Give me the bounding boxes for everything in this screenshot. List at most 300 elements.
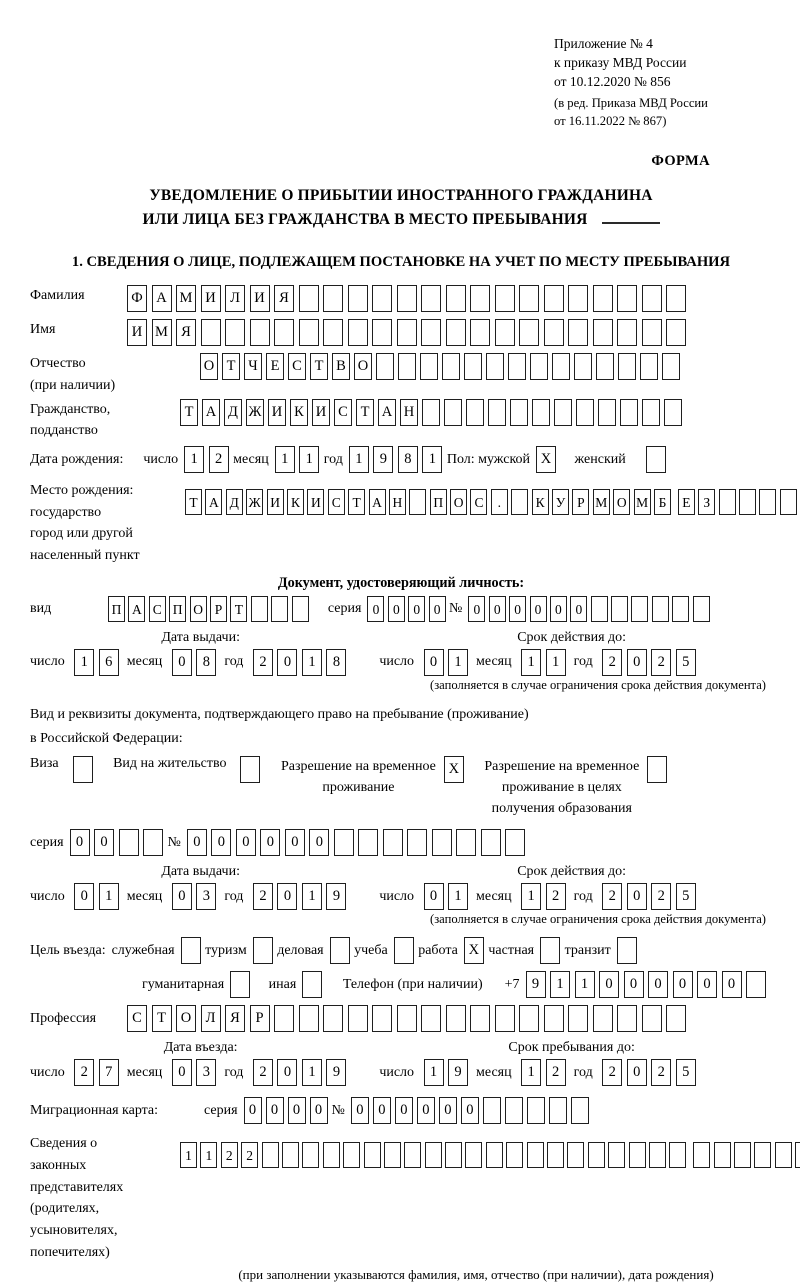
char-box[interactable] bbox=[642, 1005, 662, 1032]
char-box[interactable]: 0 bbox=[627, 883, 647, 910]
char-box[interactable]: 0 bbox=[172, 1059, 192, 1086]
char-box[interactable]: 2 bbox=[546, 883, 566, 910]
char-box[interactable]: 3 bbox=[196, 1059, 216, 1086]
char-box[interactable]: Ж bbox=[246, 489, 263, 515]
char-box[interactable] bbox=[470, 1005, 490, 1032]
char-box[interactable] bbox=[642, 399, 660, 426]
char-box[interactable]: 9 bbox=[326, 1059, 346, 1086]
char-box[interactable] bbox=[642, 285, 662, 312]
char-box[interactable]: 0 bbox=[408, 596, 425, 622]
char-box[interactable]: 0 bbox=[172, 883, 192, 910]
char-box[interactable] bbox=[421, 319, 441, 346]
char-box[interactable]: 0 bbox=[599, 971, 619, 998]
char-box[interactable] bbox=[483, 1097, 501, 1124]
char-box[interactable]: . bbox=[491, 489, 508, 515]
char-box[interactable] bbox=[470, 285, 490, 312]
char-box[interactable]: X bbox=[536, 446, 556, 473]
char-box[interactable] bbox=[652, 596, 669, 622]
char-box[interactable]: Т bbox=[180, 399, 198, 426]
char-box[interactable]: 0 bbox=[489, 596, 506, 622]
char-box[interactable]: И bbox=[312, 399, 330, 426]
char-box[interactable]: Д bbox=[224, 399, 242, 426]
char-box[interactable] bbox=[465, 1142, 482, 1168]
char-box[interactable] bbox=[568, 319, 588, 346]
char-box[interactable] bbox=[540, 937, 560, 964]
char-box[interactable] bbox=[73, 756, 93, 783]
char-box[interactable] bbox=[505, 829, 525, 856]
char-box[interactable]: 1 bbox=[546, 649, 566, 676]
char-box[interactable]: 0 bbox=[461, 1097, 479, 1124]
char-box[interactable] bbox=[620, 399, 638, 426]
char-box[interactable]: П bbox=[430, 489, 447, 515]
char-box[interactable]: С bbox=[470, 489, 487, 515]
char-box[interactable]: 0 bbox=[367, 596, 384, 622]
char-box[interactable]: Н bbox=[400, 399, 418, 426]
char-box[interactable] bbox=[372, 319, 392, 346]
char-box[interactable] bbox=[262, 1142, 279, 1168]
char-box[interactable]: 1 bbox=[74, 649, 94, 676]
char-box[interactable] bbox=[323, 285, 343, 312]
char-box[interactable]: 0 bbox=[570, 596, 587, 622]
char-box[interactable]: 0 bbox=[624, 971, 644, 998]
char-box[interactable] bbox=[795, 1142, 800, 1168]
char-box[interactable] bbox=[282, 1142, 299, 1168]
char-box[interactable]: 0 bbox=[310, 1097, 328, 1124]
char-box[interactable]: 1 bbox=[575, 971, 595, 998]
char-box[interactable] bbox=[348, 319, 368, 346]
char-box[interactable] bbox=[446, 1005, 466, 1032]
char-box[interactable]: Н bbox=[389, 489, 406, 515]
char-box[interactable]: 2 bbox=[602, 649, 622, 676]
char-box[interactable] bbox=[693, 1142, 710, 1168]
char-box[interactable]: 0 bbox=[309, 829, 329, 856]
char-box[interactable] bbox=[693, 596, 710, 622]
char-box[interactable]: 8 bbox=[398, 446, 418, 473]
char-box[interactable]: 0 bbox=[550, 596, 567, 622]
char-box[interactable] bbox=[672, 596, 689, 622]
char-box[interactable] bbox=[508, 353, 526, 380]
char-box[interactable]: К bbox=[287, 489, 304, 515]
char-box[interactable]: 0 bbox=[373, 1097, 391, 1124]
char-box[interactable] bbox=[662, 353, 680, 380]
char-box[interactable]: 0 bbox=[244, 1097, 262, 1124]
char-box[interactable]: И bbox=[127, 319, 147, 346]
char-box[interactable] bbox=[481, 829, 501, 856]
char-box[interactable]: 0 bbox=[260, 829, 280, 856]
char-box[interactable] bbox=[397, 285, 417, 312]
char-box[interactable] bbox=[593, 319, 613, 346]
char-box[interactable] bbox=[240, 756, 260, 783]
char-box[interactable] bbox=[780, 489, 797, 515]
char-box[interactable] bbox=[647, 756, 667, 783]
char-box[interactable] bbox=[372, 1005, 392, 1032]
char-box[interactable]: Е bbox=[266, 353, 284, 380]
char-box[interactable]: О bbox=[450, 489, 467, 515]
char-box[interactable] bbox=[640, 353, 658, 380]
char-box[interactable]: 8 bbox=[326, 649, 346, 676]
char-box[interactable] bbox=[488, 399, 506, 426]
char-box[interactable]: П bbox=[169, 596, 186, 622]
char-box[interactable]: X bbox=[464, 937, 484, 964]
char-box[interactable] bbox=[446, 285, 466, 312]
char-box[interactable]: 0 bbox=[627, 1059, 647, 1086]
char-box[interactable] bbox=[323, 1005, 343, 1032]
char-box[interactable]: Я bbox=[274, 285, 294, 312]
char-box[interactable]: 0 bbox=[211, 829, 231, 856]
char-box[interactable]: 0 bbox=[351, 1097, 369, 1124]
char-box[interactable] bbox=[251, 596, 268, 622]
char-box[interactable] bbox=[486, 1142, 503, 1168]
char-box[interactable]: 5 bbox=[676, 649, 696, 676]
char-box[interactable] bbox=[422, 399, 440, 426]
char-box[interactable] bbox=[444, 399, 462, 426]
char-box[interactable] bbox=[323, 1142, 340, 1168]
char-box[interactable]: 9 bbox=[448, 1059, 468, 1086]
char-box[interactable] bbox=[397, 1005, 417, 1032]
char-box[interactable] bbox=[544, 319, 564, 346]
char-box[interactable] bbox=[119, 829, 139, 856]
char-box[interactable]: 0 bbox=[277, 1059, 297, 1086]
char-box[interactable]: 0 bbox=[697, 971, 717, 998]
char-box[interactable] bbox=[642, 319, 662, 346]
char-box[interactable]: О bbox=[354, 353, 372, 380]
char-box[interactable]: О bbox=[200, 353, 218, 380]
char-box[interactable] bbox=[420, 353, 438, 380]
char-box[interactable]: 9 bbox=[373, 446, 393, 473]
char-box[interactable] bbox=[617, 1005, 637, 1032]
char-box[interactable] bbox=[495, 319, 515, 346]
char-box[interactable] bbox=[593, 285, 613, 312]
char-box[interactable] bbox=[530, 353, 548, 380]
char-box[interactable]: Р bbox=[210, 596, 227, 622]
char-box[interactable] bbox=[591, 596, 608, 622]
char-box[interactable]: Д bbox=[226, 489, 243, 515]
char-box[interactable]: Т bbox=[152, 1005, 172, 1032]
char-box[interactable]: Ж bbox=[246, 399, 264, 426]
char-box[interactable]: 0 bbox=[285, 829, 305, 856]
char-box[interactable]: 1 bbox=[448, 649, 468, 676]
char-box[interactable]: 1 bbox=[521, 883, 541, 910]
char-box[interactable]: 1 bbox=[521, 1059, 541, 1086]
char-box[interactable]: 7 bbox=[99, 1059, 119, 1086]
char-box[interactable]: О bbox=[190, 596, 207, 622]
char-box[interactable]: 1 bbox=[302, 1059, 322, 1086]
char-box[interactable] bbox=[446, 319, 466, 346]
char-box[interactable]: 0 bbox=[395, 1097, 413, 1124]
char-box[interactable] bbox=[571, 1097, 589, 1124]
char-box[interactable] bbox=[568, 285, 588, 312]
char-box[interactable] bbox=[323, 319, 343, 346]
char-box[interactable]: 1 bbox=[302, 883, 322, 910]
char-box[interactable]: А bbox=[378, 399, 396, 426]
char-box[interactable] bbox=[442, 353, 460, 380]
char-box[interactable]: В bbox=[332, 353, 350, 380]
char-box[interactable]: О bbox=[176, 1005, 196, 1032]
char-box[interactable] bbox=[421, 1005, 441, 1032]
char-box[interactable] bbox=[372, 285, 392, 312]
char-box[interactable]: Л bbox=[201, 1005, 221, 1032]
char-box[interactable]: 0 bbox=[509, 596, 526, 622]
char-box[interactable] bbox=[466, 399, 484, 426]
char-box[interactable]: Р bbox=[250, 1005, 270, 1032]
char-box[interactable]: 0 bbox=[417, 1097, 435, 1124]
char-box[interactable] bbox=[506, 1142, 523, 1168]
char-box[interactable]: И bbox=[201, 285, 221, 312]
char-box[interactable]: А bbox=[128, 596, 145, 622]
char-box[interactable] bbox=[421, 285, 441, 312]
char-box[interactable] bbox=[511, 489, 528, 515]
char-box[interactable]: 1 bbox=[448, 883, 468, 910]
char-box[interactable] bbox=[611, 596, 628, 622]
char-box[interactable]: 8 bbox=[196, 649, 216, 676]
char-box[interactable]: Я bbox=[176, 319, 196, 346]
char-box[interactable]: У bbox=[552, 489, 569, 515]
char-box[interactable]: К bbox=[290, 399, 308, 426]
char-box[interactable] bbox=[271, 596, 288, 622]
char-box[interactable] bbox=[456, 829, 476, 856]
char-box[interactable] bbox=[746, 971, 766, 998]
char-box[interactable]: 5 bbox=[676, 883, 696, 910]
char-box[interactable]: 0 bbox=[673, 971, 693, 998]
char-box[interactable] bbox=[394, 937, 414, 964]
char-box[interactable] bbox=[669, 1142, 686, 1168]
char-box[interactable]: А bbox=[205, 489, 222, 515]
char-box[interactable]: 1 bbox=[275, 446, 295, 473]
char-box[interactable]: М bbox=[634, 489, 651, 515]
char-box[interactable] bbox=[383, 829, 403, 856]
char-box[interactable] bbox=[445, 1142, 462, 1168]
char-box[interactable]: 2 bbox=[546, 1059, 566, 1086]
char-box[interactable] bbox=[649, 1142, 666, 1168]
char-box[interactable]: Т bbox=[310, 353, 328, 380]
char-box[interactable] bbox=[274, 1005, 294, 1032]
char-box[interactable]: 0 bbox=[530, 596, 547, 622]
char-box[interactable]: А bbox=[202, 399, 220, 426]
char-box[interactable]: Я bbox=[225, 1005, 245, 1032]
char-box[interactable] bbox=[330, 937, 350, 964]
char-box[interactable]: М bbox=[593, 489, 610, 515]
char-box[interactable] bbox=[505, 1097, 523, 1124]
char-box[interactable] bbox=[143, 829, 163, 856]
char-box[interactable] bbox=[775, 1142, 792, 1168]
char-box[interactable]: 0 bbox=[468, 596, 485, 622]
char-box[interactable] bbox=[576, 399, 594, 426]
char-box[interactable]: С bbox=[288, 353, 306, 380]
char-box[interactable] bbox=[495, 285, 515, 312]
char-box[interactable]: X bbox=[444, 756, 464, 783]
char-box[interactable]: Т bbox=[230, 596, 247, 622]
char-box[interactable] bbox=[739, 489, 756, 515]
char-box[interactable] bbox=[302, 1142, 319, 1168]
char-box[interactable]: 0 bbox=[627, 649, 647, 676]
char-box[interactable] bbox=[608, 1142, 625, 1168]
char-box[interactable] bbox=[567, 1142, 584, 1168]
char-box[interactable] bbox=[596, 353, 614, 380]
char-box[interactable] bbox=[274, 319, 294, 346]
char-box[interactable]: 2 bbox=[651, 649, 671, 676]
char-box[interactable] bbox=[407, 829, 427, 856]
char-box[interactable]: 9 bbox=[526, 971, 546, 998]
char-box[interactable] bbox=[225, 319, 245, 346]
char-box[interactable]: 0 bbox=[388, 596, 405, 622]
char-box[interactable]: Т bbox=[222, 353, 240, 380]
char-box[interactable] bbox=[574, 353, 592, 380]
char-box[interactable] bbox=[646, 446, 666, 473]
char-box[interactable]: Р bbox=[572, 489, 589, 515]
char-box[interactable]: 1 bbox=[550, 971, 570, 998]
char-box[interactable]: А bbox=[369, 489, 386, 515]
char-box[interactable]: Ч bbox=[244, 353, 262, 380]
char-box[interactable] bbox=[470, 319, 490, 346]
char-box[interactable] bbox=[343, 1142, 360, 1168]
char-box[interactable] bbox=[230, 971, 250, 998]
char-box[interactable] bbox=[593, 1005, 613, 1032]
char-box[interactable]: 0 bbox=[424, 883, 444, 910]
char-box[interactable] bbox=[486, 353, 504, 380]
char-box[interactable]: Ф bbox=[127, 285, 147, 312]
char-box[interactable]: 0 bbox=[424, 649, 444, 676]
char-box[interactable]: 0 bbox=[439, 1097, 457, 1124]
char-box[interactable]: 3 bbox=[196, 883, 216, 910]
char-box[interactable] bbox=[554, 399, 572, 426]
char-box[interactable] bbox=[250, 319, 270, 346]
char-box[interactable] bbox=[348, 1005, 368, 1032]
char-box[interactable] bbox=[334, 829, 354, 856]
char-box[interactable]: 0 bbox=[429, 596, 446, 622]
char-box[interactable]: Т bbox=[185, 489, 202, 515]
char-box[interactable] bbox=[759, 489, 776, 515]
char-box[interactable] bbox=[666, 319, 686, 346]
char-box[interactable]: И bbox=[250, 285, 270, 312]
char-box[interactable] bbox=[348, 285, 368, 312]
char-box[interactable]: 2 bbox=[602, 1059, 622, 1086]
char-box[interactable] bbox=[568, 1005, 588, 1032]
char-box[interactable]: С bbox=[334, 399, 352, 426]
char-box[interactable]: К bbox=[532, 489, 549, 515]
char-box[interactable] bbox=[532, 399, 550, 426]
char-box[interactable]: А bbox=[152, 285, 172, 312]
char-box[interactable]: 1 bbox=[299, 446, 319, 473]
char-box[interactable]: 2 bbox=[209, 446, 229, 473]
char-box[interactable] bbox=[719, 489, 736, 515]
char-box[interactable]: 6 bbox=[99, 649, 119, 676]
char-box[interactable] bbox=[544, 285, 564, 312]
char-box[interactable]: 1 bbox=[424, 1059, 444, 1086]
char-box[interactable] bbox=[409, 489, 426, 515]
char-box[interactable]: 1 bbox=[302, 649, 322, 676]
char-box[interactable] bbox=[527, 1142, 544, 1168]
char-box[interactable]: И bbox=[268, 399, 286, 426]
char-box[interactable] bbox=[292, 596, 309, 622]
char-box[interactable] bbox=[299, 319, 319, 346]
char-box[interactable]: 0 bbox=[648, 971, 668, 998]
char-box[interactable]: Т bbox=[356, 399, 374, 426]
char-box[interactable] bbox=[598, 399, 616, 426]
char-box[interactable]: 2 bbox=[74, 1059, 94, 1086]
char-box[interactable]: З bbox=[698, 489, 715, 515]
char-box[interactable]: Е bbox=[678, 489, 695, 515]
char-box[interactable]: 1 bbox=[349, 446, 369, 473]
char-box[interactable] bbox=[666, 1005, 686, 1032]
char-box[interactable] bbox=[631, 596, 648, 622]
char-box[interactable]: 0 bbox=[94, 829, 114, 856]
char-box[interactable]: И bbox=[307, 489, 324, 515]
char-box[interactable]: 0 bbox=[74, 883, 94, 910]
char-box[interactable] bbox=[404, 1142, 421, 1168]
char-box[interactable]: 0 bbox=[236, 829, 256, 856]
char-box[interactable]: 2 bbox=[253, 1059, 273, 1086]
char-box[interactable] bbox=[617, 285, 637, 312]
char-box[interactable]: П bbox=[108, 596, 125, 622]
char-box[interactable] bbox=[299, 285, 319, 312]
char-box[interactable] bbox=[754, 1142, 771, 1168]
char-box[interactable]: 0 bbox=[288, 1097, 306, 1124]
char-box[interactable] bbox=[714, 1142, 731, 1168]
char-box[interactable]: 2 bbox=[221, 1142, 238, 1168]
char-box[interactable]: О bbox=[613, 489, 630, 515]
char-box[interactable]: 5 bbox=[676, 1059, 696, 1086]
char-box[interactable]: С bbox=[127, 1005, 147, 1032]
char-box[interactable] bbox=[519, 1005, 539, 1032]
char-box[interactable]: М bbox=[152, 319, 172, 346]
char-box[interactable]: 0 bbox=[172, 649, 192, 676]
char-box[interactable] bbox=[384, 1142, 401, 1168]
char-box[interactable]: 0 bbox=[70, 829, 90, 856]
char-box[interactable] bbox=[552, 353, 570, 380]
char-box[interactable] bbox=[549, 1097, 567, 1124]
char-box[interactable]: 2 bbox=[651, 883, 671, 910]
char-box[interactable] bbox=[617, 937, 637, 964]
char-box[interactable] bbox=[629, 1142, 646, 1168]
char-box[interactable]: 0 bbox=[722, 971, 742, 998]
char-box[interactable] bbox=[664, 399, 682, 426]
char-box[interactable] bbox=[398, 353, 416, 380]
char-box[interactable] bbox=[510, 399, 528, 426]
char-box[interactable]: 2 bbox=[651, 1059, 671, 1086]
char-box[interactable]: 2 bbox=[253, 649, 273, 676]
char-box[interactable] bbox=[519, 285, 539, 312]
char-box[interactable]: 0 bbox=[277, 883, 297, 910]
char-box[interactable]: Б bbox=[654, 489, 671, 515]
char-box[interactable] bbox=[617, 319, 637, 346]
char-box[interactable] bbox=[588, 1142, 605, 1168]
char-box[interactable]: Л bbox=[225, 285, 245, 312]
char-box[interactable] bbox=[201, 319, 221, 346]
char-box[interactable] bbox=[527, 1097, 545, 1124]
char-box[interactable] bbox=[464, 353, 482, 380]
char-box[interactable]: 1 bbox=[521, 649, 541, 676]
char-box[interactable] bbox=[358, 829, 378, 856]
char-box[interactable]: 1 bbox=[99, 883, 119, 910]
char-box[interactable] bbox=[547, 1142, 564, 1168]
char-box[interactable] bbox=[432, 829, 452, 856]
char-box[interactable]: 1 bbox=[184, 446, 204, 473]
char-box[interactable] bbox=[376, 353, 394, 380]
char-box[interactable]: 1 bbox=[422, 446, 442, 473]
char-box[interactable] bbox=[544, 1005, 564, 1032]
char-box[interactable]: 2 bbox=[253, 883, 273, 910]
char-box[interactable]: И bbox=[267, 489, 284, 515]
char-box[interactable] bbox=[425, 1142, 442, 1168]
char-box[interactable]: 2 bbox=[602, 883, 622, 910]
char-box[interactable] bbox=[364, 1142, 381, 1168]
char-box[interactable]: Т bbox=[348, 489, 365, 515]
char-box[interactable] bbox=[618, 353, 636, 380]
char-box[interactable] bbox=[181, 937, 201, 964]
char-box[interactable] bbox=[253, 937, 273, 964]
char-box[interactable]: 0 bbox=[187, 829, 207, 856]
char-box[interactable]: 2 bbox=[241, 1142, 258, 1168]
